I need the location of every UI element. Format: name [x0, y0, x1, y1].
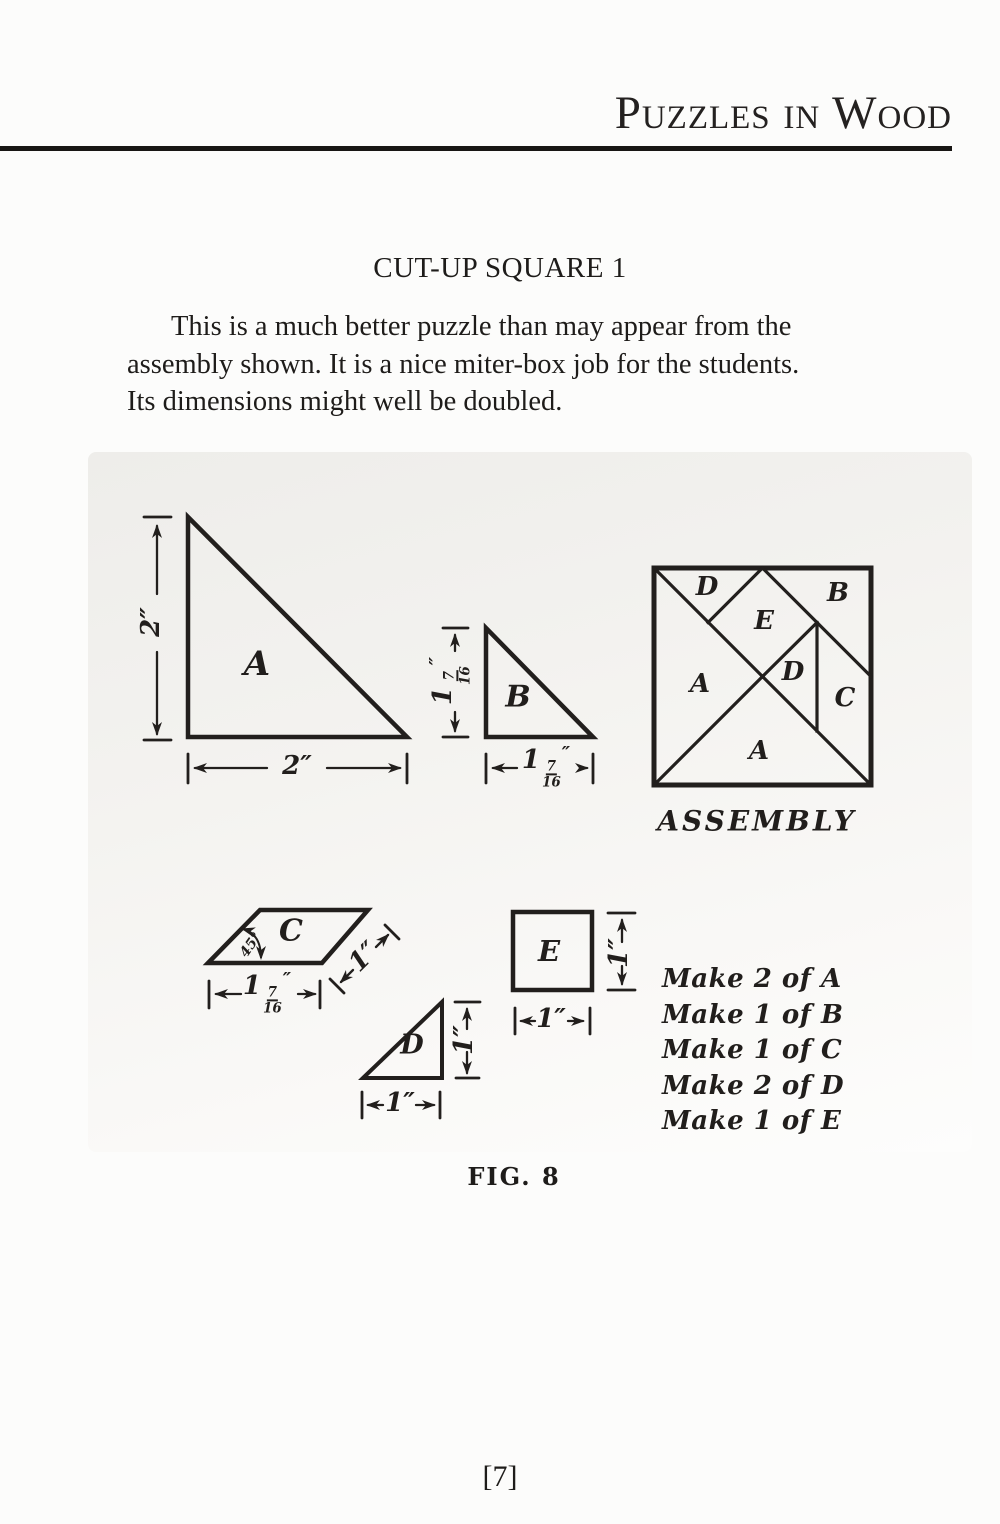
make-list-item-a: Make 2 of A: [662, 964, 842, 994]
assembly-label-d1: D: [695, 572, 719, 602]
assembly-label-a2: A: [748, 736, 770, 766]
piece-label-e: E: [537, 934, 561, 968]
paragraph-line-2: assembly shown. It is a nice miter-box job for the students.: [127, 348, 800, 380]
dim-a-height-2in: 2″: [136, 607, 166, 637]
dim-d-height-1in: 1″: [449, 1025, 479, 1055]
make-list-item-d: Make 2 of D: [662, 1070, 845, 1101]
square-e-dimensions: [515, 913, 635, 1034]
dim-b-width-mixed: 1 $\frac{7}{16}$ ″: [521, 742, 571, 791]
piece-label-b: B: [505, 679, 531, 715]
dim-c-side-1in: 1″: [342, 935, 386, 979]
assembly-label-e: E: [754, 606, 774, 636]
page-number: [7]: [482, 1460, 518, 1493]
section-title: CUT-UP SQUARE 1: [373, 252, 627, 284]
dim-e-width-1in: 1″: [536, 1004, 566, 1034]
figure-caption: FIG. 8: [467, 1162, 561, 1191]
piece-label-c: C: [279, 913, 303, 949]
make-quantity-list: [662, 962, 844, 1140]
dim-e-height-1in: 1″: [604, 938, 634, 968]
triangle-a-shape: [188, 517, 407, 737]
make-list-item-b: Make 1 of B: [662, 999, 844, 1030]
dim-d-width-1in: 1″: [385, 1088, 415, 1118]
dim-b-height-mixed: 1 7 16 ″: [425, 656, 474, 706]
assembly-title: ASSEMBLY: [657, 804, 857, 838]
dim-a-width-2in: 2″: [282, 751, 312, 781]
make-list-item-c: Make 1 of C: [662, 1035, 843, 1065]
paragraph-line-3: Its dimensions might well be doubled.: [127, 386, 563, 417]
triangle-a-dimensions: [144, 517, 407, 783]
assembly-label-d2: D: [781, 657, 805, 687]
assembly-label-c: C: [834, 683, 856, 713]
triangle-b-shape: [486, 628, 593, 737]
paragraph-line-1: This is a much better puzzle than may appear from the: [171, 311, 792, 342]
dim-c-width-mixed: 1 $\frac{7}{16}$ ″: [242, 968, 292, 1017]
make-list-item-e: Make 1 of E: [662, 1106, 842, 1136]
book-title: Puzzles in Wood: [614, 87, 952, 139]
piece-label-a: A: [243, 644, 271, 684]
assembly-label-b: B: [827, 578, 849, 608]
angle-45-label: 45°: [236, 929, 266, 961]
assembly-label-a1: A: [689, 669, 711, 699]
piece-label-d: D: [400, 1029, 424, 1061]
